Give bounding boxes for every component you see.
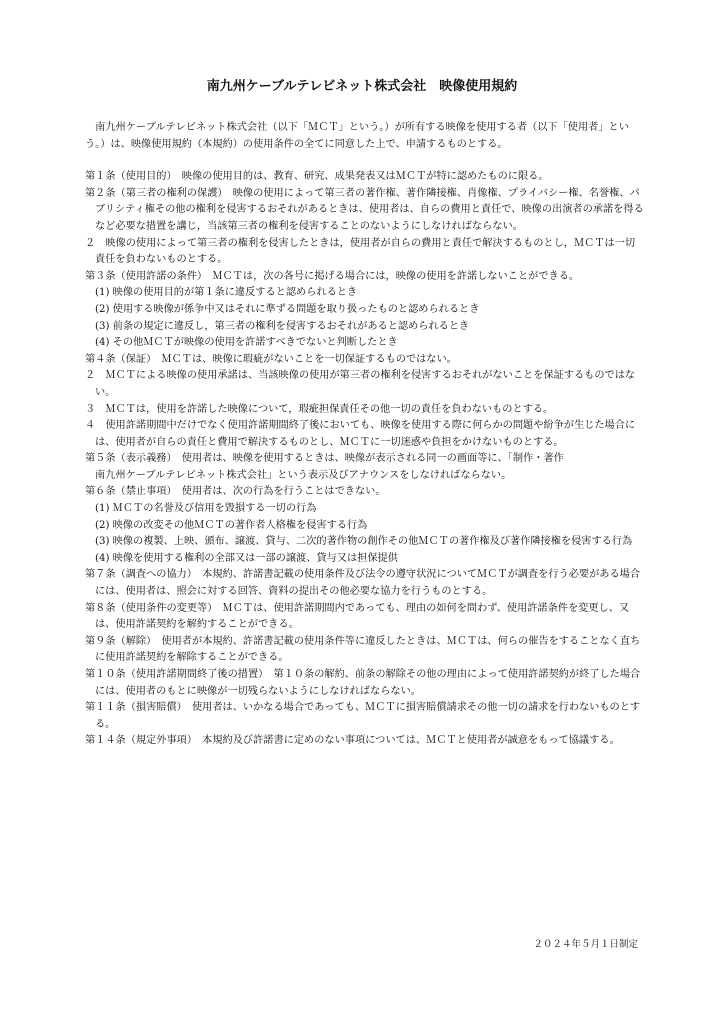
article-4: 第４条（保証） ＭＣＴは、映像に瑕疵がないことを一切保証するものではない。 bbox=[85, 353, 457, 365]
article-5-continuation: 南九州ケーブルテレビネット株式会社」という表示及びアナウンスをしなければならない。 bbox=[95, 469, 512, 481]
article-3-item-2: (2) 使用する映像が係争中又はそれに準ずる問題を取り扱ったものと認められるとき bbox=[95, 303, 480, 315]
article-6: 第６条（禁止事項） 使用者は、次の行為を行うことはできない。 bbox=[85, 486, 386, 498]
article-10: 第１０条（使用許諾期間終了後の措置） 第１０条の解約、前条の解除その他の理由によって使用許諾契約が終了した場合には、使用者のもとに映像が一切残らないようにしなければならない。 bbox=[85, 669, 641, 697]
article-2: 第２条（第三者の権利の保護） 映像の使用によって第三者の著作権、著作隣接権、肖像権、プライバシー権、名誉権、パブリシティ権その他の権利を侵害するおそれがあるときは、使用者は、自らの費用と責任で、映像の出演者の承諾を得るなど必要な措置を講じ，当該第三者の権利を侵害することのないようにしなければならない。 bbox=[85, 187, 644, 232]
article-14: 第１４条（規定外事項） 本規約及び許諾書に定めのない事項については、ＭＣＴと使用者が誠意をもって協議する。 bbox=[85, 735, 620, 747]
article-4-clause-4: ４ 使用許諾期間中だけでなく使用許諾期間終了後においても、映像を使用する際に何らかの問題や紛争が生じた場合には、使用者が自らの責任と費用で解決するものとし、ＭＣＴに一切迷惑や負担をかけないものとする。 bbox=[85, 420, 636, 448]
article-6-item-3: (3) 映像の複製、上映、頒布、譲渡、貸与、二次的著作物の創作その他ＭＣＴの著作権及び著作隣接権を侵害する行為 bbox=[95, 536, 633, 548]
document-title: 南九州ケーブルテレビネット株式会社 映像使用規約 bbox=[206, 79, 518, 94]
article-2-clause-2: ２ 映像の使用によって第三者の権利を侵害したときは，使用者が自らの費用と責任で解決するものとし，ＭＣＴは一切責任を負わないものとする。 bbox=[85, 237, 636, 266]
spacer bbox=[85, 153, 645, 169]
article-8: 第８条（使用条件の変更等） ＭＣＴは、使用許諾期間内であっても、理由の如何を問わず、使用許諾条件を変更し、又は、使用許諾契約を解約することができる。 bbox=[85, 602, 630, 631]
document-body bbox=[85, 120, 645, 750]
article-9: 第９条（解除） 使用者が本規約、許諾書記載の使用条件等に違反したときは、ＭＣＴは、何らの催告をすることなく直ちに使用許諾契約を解除することができる。 bbox=[85, 635, 641, 664]
article-7: 第７条（調査への協力） 本規約、許諾書記載の使用条件及び法令の遵守状況についてＭＣＴが調査を行う必要がある場合には、使用者は、照会に対する回答、資料の提出その他必要な協力を行うものとする。 bbox=[85, 569, 641, 598]
intro-paragraph: 南九州ケーブルテレビネット株式会社（以下「ＭＣＴ」という。）が所有する映像を使用する者（以下「使用者」という。）は、映像使用規約（本規約）の使用条件の全てに同意した上で、申請するものとする。 bbox=[85, 122, 629, 150]
article-6-item-4: (4) 映像を使用する権利の全部又は一部の譲渡、貸与又は担保提供 bbox=[95, 552, 398, 564]
article-3-item-1: (1) 映像の使用目的が第１条に違反すると認められるとき bbox=[95, 287, 358, 299]
article-3: 第３条（使用許諾の条件） ＭＣＴは，次の各号に掲げる場合には，映像の使用を許諾しないことができる。 bbox=[85, 270, 580, 282]
article-4-clause-2: ２ ＭＣＴによる映像の使用承諾は、当該映像の使用が第三者の権利を侵害するおそれがないことを保証するものではない。 bbox=[85, 370, 636, 398]
article-3-item-3: (3) 前条の規定に違反し，第三者の権利を侵害するおそれがあると認められるとき bbox=[95, 320, 470, 332]
article-1: 第１条（使用目的） 映像の使用目的は、教育、研究、成果発表又はＭＣＴが特に認めたものに限る。 bbox=[85, 171, 549, 183]
article-6-item-1: (1) ＭＣＴの名誉及び信用を毀損する一切の行為 bbox=[95, 503, 317, 515]
article-5: 第５条（表示義務） 使用者は、映像を使用するときは、映像が表示される同一の画面等に、「制作・著作 bbox=[85, 453, 564, 465]
enactment-date: ２０２４年５月１日制定 bbox=[533, 939, 638, 950]
article-11: 第１１条（損害賠償） 使用者は、いかなる場合であっても、ＭＣＴに損害賠償請求その他一切の請求を行わないものとする。 bbox=[85, 702, 641, 730]
article-4-clause-3: ３ ＭＣＴは，使用を許諾した映像について，瑕疵担保責任その他一切の責任を負わないものとする。 bbox=[85, 403, 554, 415]
article-3-item-4: (4) その他ＭＣＴが映像の使用を許諾すべきでないと判断したとき bbox=[95, 337, 398, 349]
article-6-item-2: (2) 映像の改変その他ＭＣＴの著作者人格権を侵害する行為 bbox=[95, 519, 368, 531]
